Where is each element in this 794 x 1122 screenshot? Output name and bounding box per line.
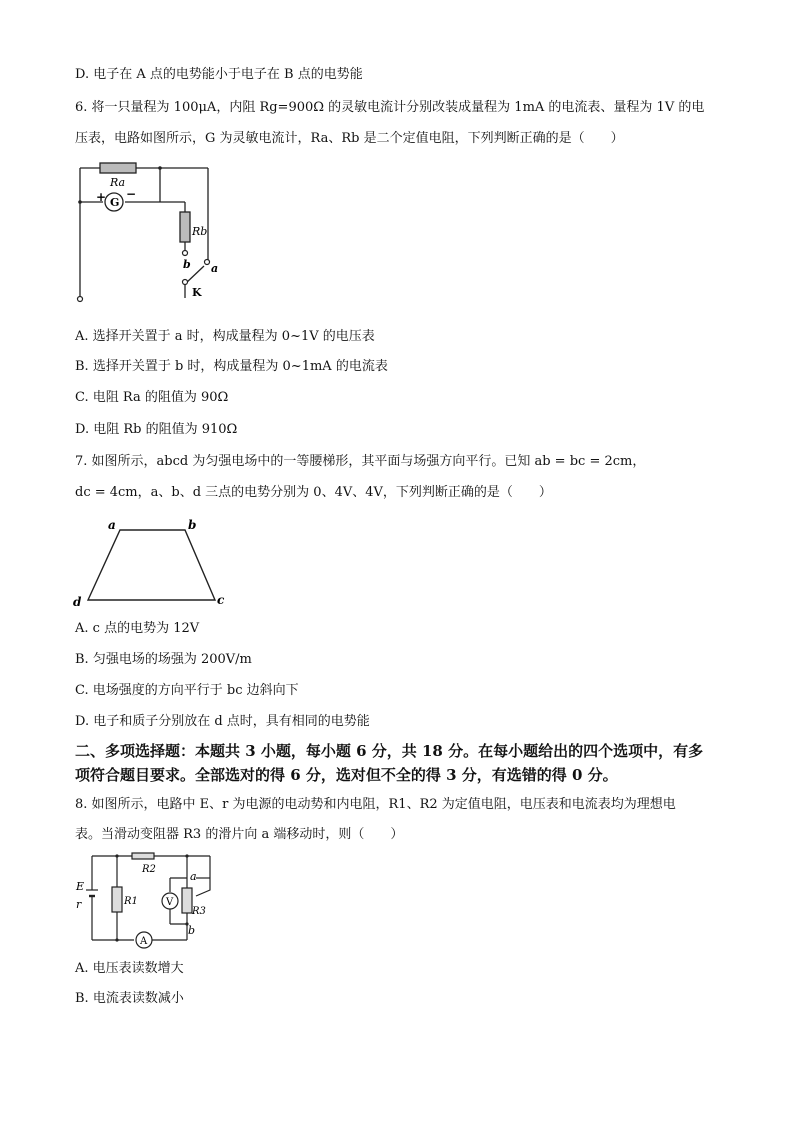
q7-stem-line2: dc = 4cm，a、b、d 三点的电势分别为 0、4V、4V，下列判断正确的是（ ） (75, 485, 552, 500)
q6-label-minus: − (126, 187, 137, 201)
q8-stem-line2: 表。当滑动变阻器 R3 的滑片向 a 端移动时，则（ ） (75, 827, 404, 842)
q8-rheostat-r3 (182, 888, 192, 913)
q8-label-r3: R3 (192, 906, 206, 917)
q7-option-d: D. 电子和质子分别放在 d 点时，具有相同的电势能 (75, 714, 370, 729)
q7-label-a: a (108, 518, 116, 532)
q7-trapezoid-abcd (88, 530, 215, 600)
q7-option-c: C. 电场强度的方向平行于 bc 边斜向下 (75, 683, 299, 698)
q7-label-c: c (217, 593, 225, 607)
q8-label-r: r (76, 898, 82, 911)
q7-option-a: A. c 点的电势为 12V (75, 621, 200, 636)
q8-label-a: a (190, 870, 197, 883)
q6-label-plus: + (96, 190, 107, 204)
q8-label-v: V (166, 897, 174, 908)
q6-label-g: G (110, 196, 120, 209)
q8-label-r1: R1 (124, 896, 138, 907)
q7-label-b: b (188, 518, 197, 532)
q6-stem-line1: 6. 将一只量程为 100μA，内阻 Rg=900Ω 的灵敏电流计分别改装成量程为 1mA 的电流表、量程为 1V 的电 (75, 100, 705, 115)
q8-label-b: b (188, 924, 196, 937)
q8-circuit-diagram (72, 850, 222, 950)
q6-circuit-diagram (70, 160, 230, 310)
section2-heading-line2: 项符合题目要求。全部选对的得 6 分，选对但不全的得 3 分，有选错的得 0 分。 (75, 766, 618, 784)
q6-label-b: b (183, 258, 191, 271)
q7-label-d: d (73, 595, 82, 609)
q8-option-b: B. 电流表读数减小 (75, 991, 184, 1006)
q6-option-d: D. 电阻 Rb 的阻值为 910Ω (75, 422, 238, 437)
q6-stem-line2: 压表，电路如图所示，G 为灵敏电流计，Ra、Rb 是二个定值电阻，下列判断正确的是（ ） (75, 131, 624, 146)
q8-option-a: A. 电压表读数增大 (75, 961, 184, 976)
q8-label-ammeter: A (140, 936, 148, 947)
q5-option-d: D. 电子在 A 点的电势能小于电子在 B 点的电势能 (75, 67, 363, 82)
q6-resistor-ra (100, 163, 136, 173)
q8-resistor-r1 (112, 887, 122, 912)
q8-stem-line1: 8. 如图所示，电路中 E、r 为电源的电动势和内电阻，R1、R2 为定值电阻，电压表和电流表均为理想电 (75, 797, 676, 812)
q6-resistor-rb (180, 212, 190, 242)
q6-option-c: C. 电阻 Ra 的阻值为 90Ω (75, 390, 229, 405)
q6-option-b: B. 选择开关置于 b 时，构成量程为 0~1mA 的电流表 (75, 359, 388, 374)
q6-label-rb: Rb (192, 225, 208, 238)
q7-trapezoid-diagram (70, 515, 240, 610)
q7-option-b: B. 匀强电场的场强为 200V/m (75, 652, 252, 667)
q8-resistor-r2 (132, 853, 154, 859)
q7-stem-line1: 7. 如图所示，abcd 为匀强电场中的一等腰梯形，其平面与场强方向平行。已知 ab = bc = 2cm， (75, 454, 646, 469)
q8-label-e: E (76, 880, 85, 893)
q6-label-k: K (192, 286, 202, 299)
q8-rheostat-slider (196, 878, 210, 896)
q6-label-ra: Ra (110, 176, 126, 189)
section2-heading-line1: 二、多项选择题：本题共 3 小题，每小题 6 分，共 18 分。在每小题给出的四个选项中，有多 (75, 742, 704, 760)
q8-label-r2: R2 (142, 864, 156, 875)
q6-label-a: a (211, 262, 219, 275)
q6-option-a: A. 选择开关置于 a 时，构成量程为 0~1V 的电压表 (75, 329, 375, 344)
